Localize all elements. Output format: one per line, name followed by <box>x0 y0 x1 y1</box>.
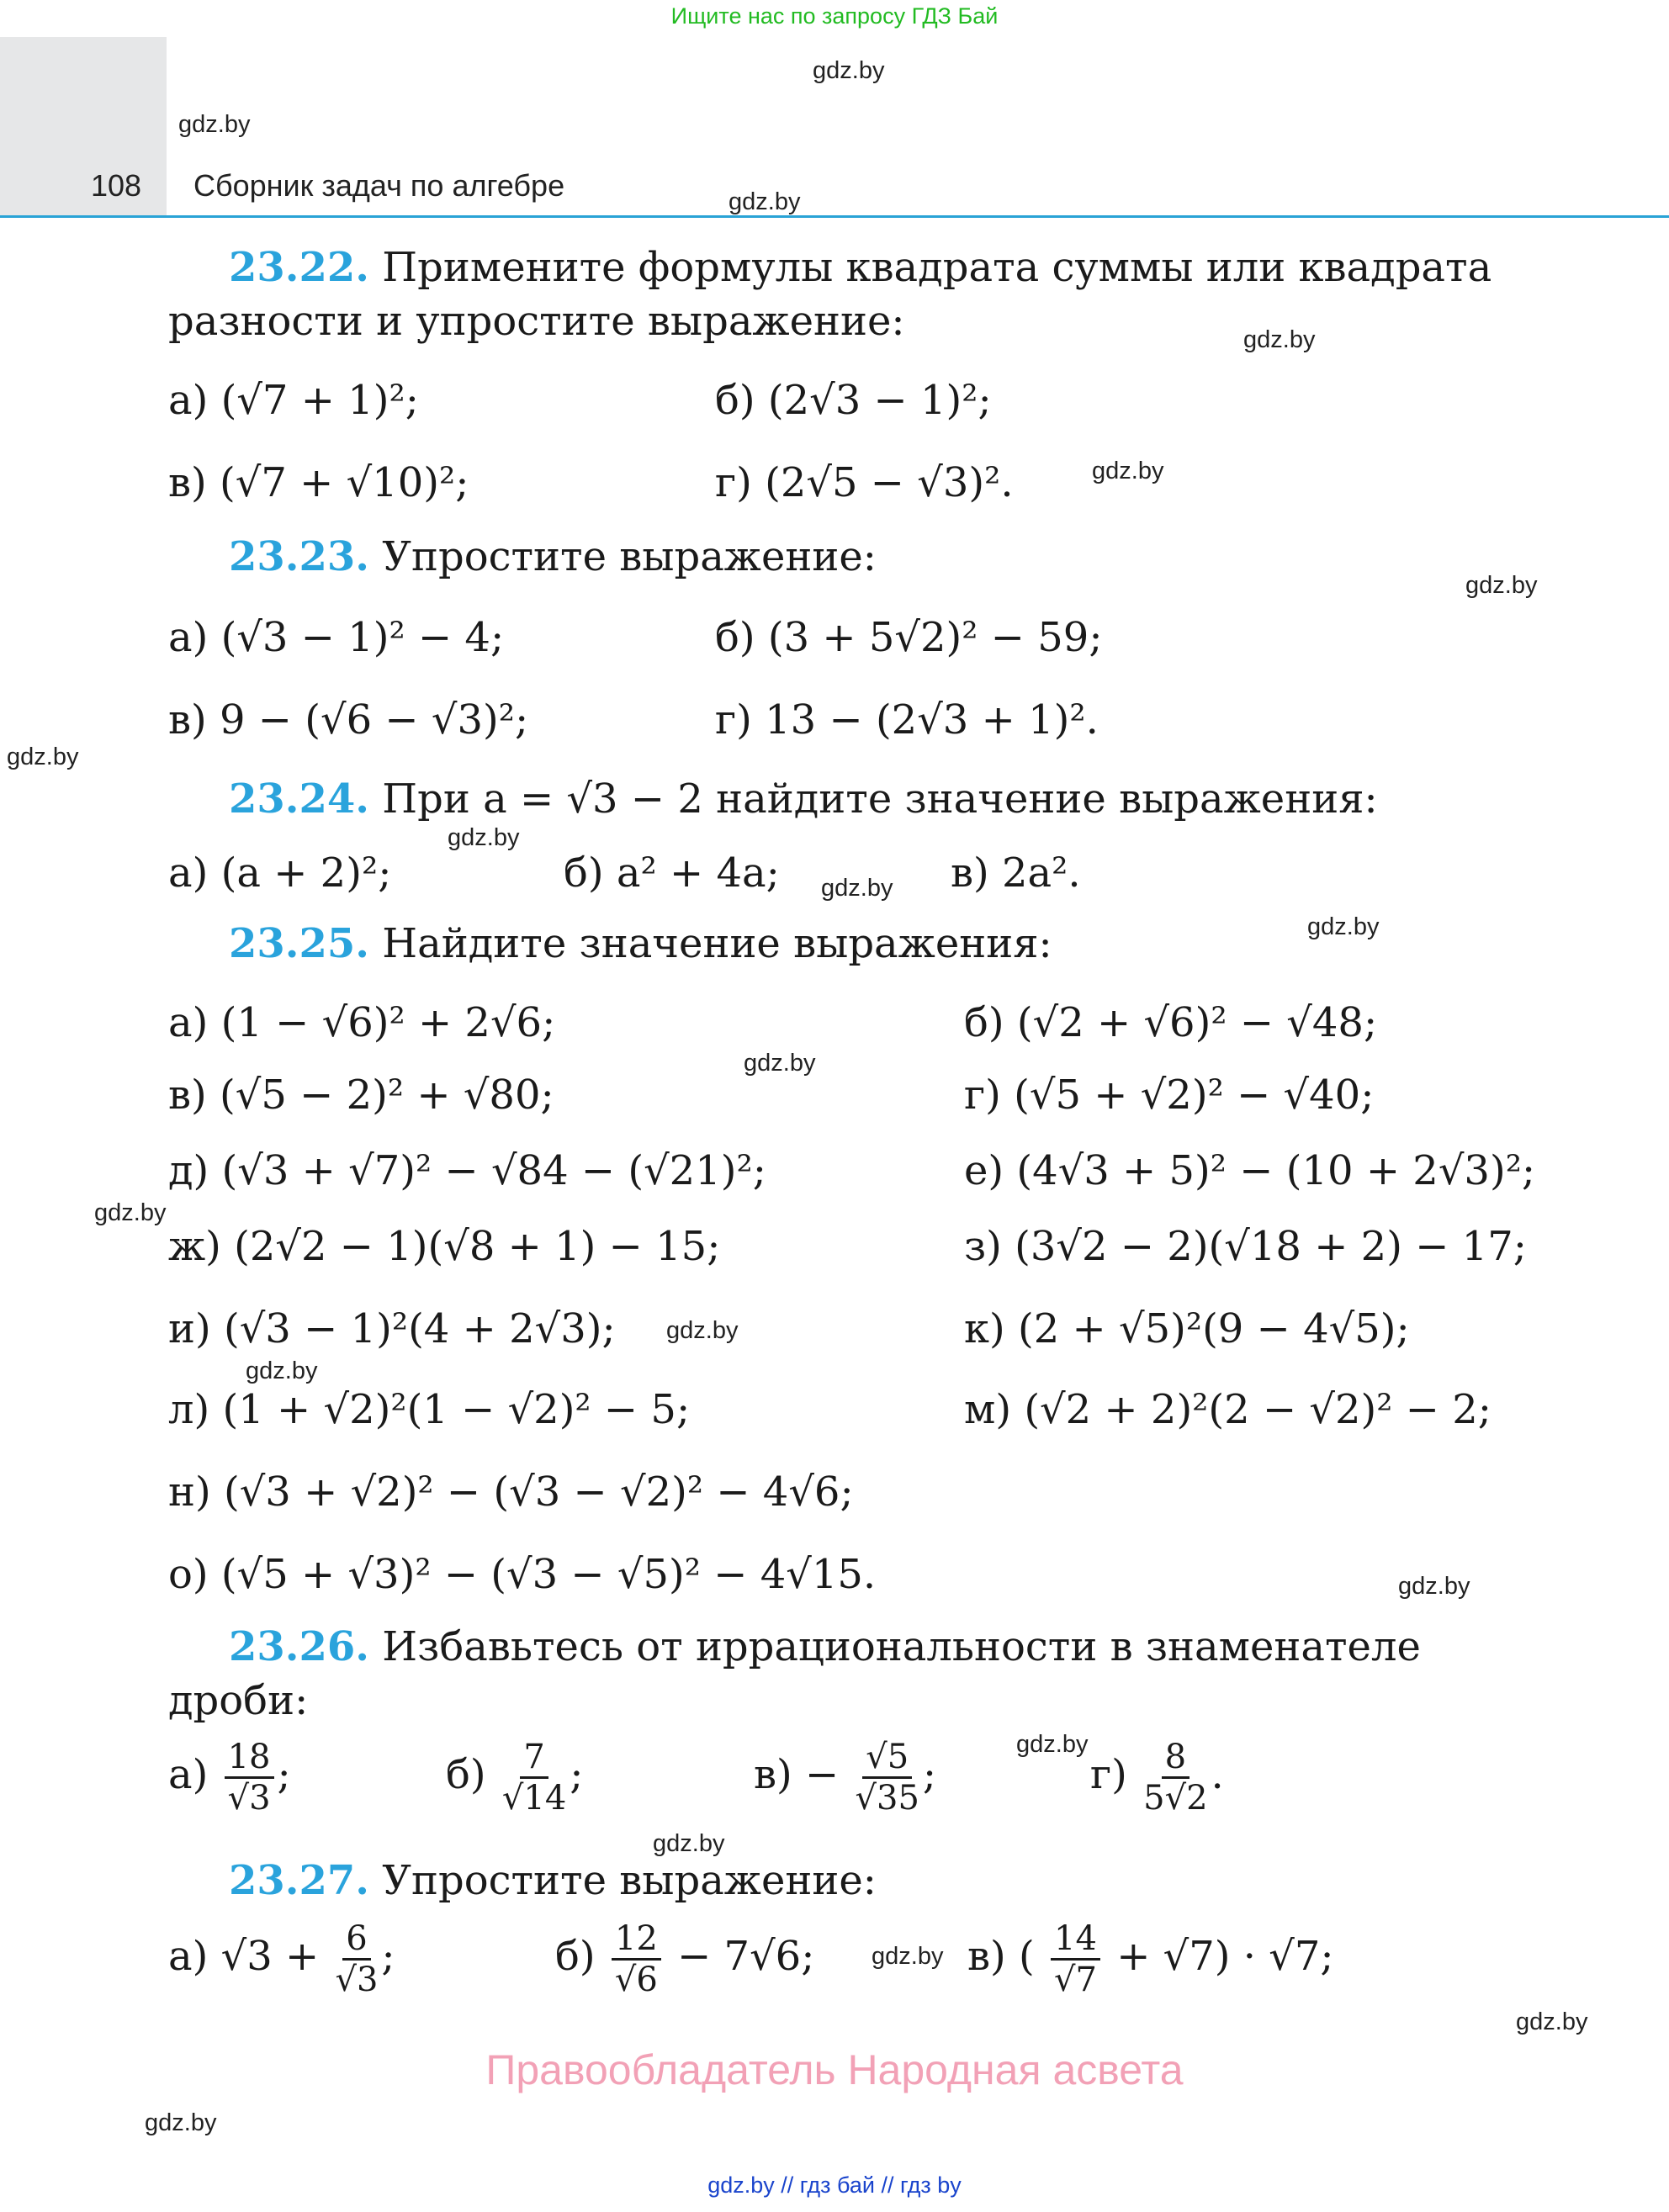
watermark: gdz.by <box>1516 2008 1588 2035</box>
problem-number: 23.22. <box>229 244 370 291</box>
problem-text: Найдите значение выражения: <box>382 920 1052 967</box>
watermark: gdz.by <box>1016 1731 1089 1758</box>
expression-item: и) (√3 − 1)²(4 + 2√3); <box>168 1305 616 1352</box>
bottom-links[interactable]: gdz.by // гдз бай // гдз by <box>707 2172 962 2198</box>
fraction-item: б) $\frac{12}{√6}$ − 7√6; <box>555 1919 815 1999</box>
expression-item: з) (3√2 − 2)(√18 + 2) − 17; <box>964 1223 1527 1270</box>
watermark: gdz.by <box>1092 458 1164 484</box>
fraction-item: а) √3 + $\frac{6}{√3}$ ; <box>168 1919 395 1999</box>
expression-item: в) (√5 − 2)² + √80; <box>168 1072 554 1119</box>
expression-item: д) (√3 + √7)² − √84 − (√21)²; <box>168 1147 766 1194</box>
expression-item: г) (√5 + √2)² − √40; <box>964 1072 1375 1119</box>
expression-item: н) (√3 + √2)² − (√3 − √2)² − 4√6; <box>168 1468 854 1516</box>
fraction-item: б) $\frac{7}{√14}$ ; <box>446 1738 584 1818</box>
watermark: gdz.by <box>729 188 801 215</box>
watermark: gdz.by <box>821 875 893 902</box>
expression-item: б) (2√3 − 1)²; <box>715 377 992 424</box>
problem-23-24 <box>229 772 1378 826</box>
problem-text: Упростите выражение: <box>382 1857 877 1904</box>
header-grey-block <box>0 37 167 217</box>
problem-number: 23.23. <box>229 533 370 580</box>
problem-23-23 <box>229 530 877 584</box>
expression-item: в) 9 − (√6 − √3)²; <box>168 696 529 744</box>
fraction: $\frac{√5}{√35}$ <box>855 1738 919 1818</box>
watermark: gdz.by <box>145 2109 217 2136</box>
fraction: $\frac{18}{√3}$ <box>225 1738 274 1818</box>
problem-23-22-line2: разности и упростите выражение: <box>168 298 905 345</box>
copyright-owner: Правообладатель Народная асвета <box>485 2046 1184 2093</box>
expression-item: б) a² + 4a; <box>564 849 780 897</box>
expression-item: а) (1 − √6)² + 2√6; <box>168 999 556 1046</box>
watermark: gdz.by <box>1398 1573 1470 1600</box>
problem-number: 23.27. <box>229 1857 370 1904</box>
expression-item: а) (√7 + 1)²; <box>168 377 419 424</box>
problem-number: 23.26. <box>229 1623 370 1670</box>
watermark: gdz.by <box>666 1317 739 1344</box>
problem-number: 23.24. <box>229 775 370 823</box>
watermark: gdz.by <box>246 1357 318 1384</box>
expression-item: а) (a + 2)²; <box>168 849 392 897</box>
expression-item: л) (1 + √2)²(1 − √2)² − 5; <box>168 1386 691 1433</box>
problem-23-26-line1 <box>229 1620 1421 1674</box>
watermark: gdz.by <box>1243 326 1316 353</box>
watermark: gdz.by <box>813 57 885 84</box>
expression-item: г) (2√5 − √3)². <box>715 459 1014 506</box>
book-title: Сборник задач по алгебре <box>193 168 565 203</box>
watermark: gdz.by <box>94 1199 167 1226</box>
fraction-item: а) $\frac{18}{√3}$ ; <box>168 1738 291 1818</box>
watermark: gdz.by <box>653 1830 725 1857</box>
fraction: $\frac{12}{√6}$ <box>612 1919 661 1999</box>
expression-item: б) (√2 + √6)² − √48; <box>964 999 1378 1046</box>
problem-text: При a = √3 − 2 найдите значение выражения: <box>382 775 1378 823</box>
fraction: $\frac{6}{√3}$ <box>335 1919 379 1999</box>
expression-item: к) (2 + √5)²(9 − 4√5); <box>964 1305 1410 1352</box>
expression-item: е) (4√3 + 5)² − (10 + 2√3)²; <box>964 1147 1536 1194</box>
watermark: gdz.by <box>178 111 251 138</box>
expression-item: м) (√2 + 2)²(2 − √2)² − 2; <box>964 1386 1492 1433</box>
problem-23-22-line1 <box>229 241 1492 294</box>
fraction-item: в) − $\frac{√5}{√35}$ ; <box>754 1738 937 1818</box>
fraction: $\frac{14}{√7}$ <box>1051 1919 1100 1999</box>
problem-text: Примените формулы квадрата суммы или квадрата <box>382 244 1492 291</box>
fraction: $\frac{7}{√14}$ <box>501 1738 567 1818</box>
problem-text: Упростите выражение: <box>382 533 877 580</box>
header-divider <box>0 215 1669 218</box>
expression-item: б) (3 + 5√2)² − 59; <box>715 614 1103 661</box>
fraction: $\frac{8}{5√2}$ <box>1143 1738 1208 1818</box>
problem-23-27 <box>229 1854 877 1908</box>
fraction-item: г) $\frac{8}{5√2}$ . <box>1090 1738 1224 1818</box>
expression-item: в) (√7 + √10)²; <box>168 459 469 506</box>
watermark: gdz.by <box>744 1050 816 1077</box>
watermark: gdz.by <box>448 824 520 851</box>
expression-item: в) 2a². <box>951 849 1081 897</box>
watermark: gdz.by <box>872 1943 944 1970</box>
top-banner: Ищите нас по запросу ГДЗ Бай <box>670 3 999 29</box>
expression-item: ж) (2√2 − 1)(√8 + 1) − 15; <box>168 1223 721 1270</box>
problem-23-26-line2: дроби: <box>168 1677 309 1724</box>
watermark: gdz.by <box>1307 913 1380 940</box>
fraction-item: в) ( $\frac{14}{√7}$ + √7) · √7; <box>967 1919 1334 1999</box>
watermark: gdz.by <box>7 744 79 770</box>
page-number: 108 <box>91 168 142 203</box>
watermark: gdz.by <box>1465 572 1538 599</box>
problem-number: 23.25. <box>229 920 370 967</box>
expression-item: о) (√5 + √3)² − (√3 − √5)² − 4√15. <box>168 1551 877 1598</box>
problem-text: Избавьтесь от иррациональности в знаменателе <box>382 1623 1421 1670</box>
problem-23-25 <box>229 917 1052 971</box>
expression-item: г) 13 − (2√3 + 1)². <box>715 696 1099 744</box>
expression-item: а) (√3 − 1)² − 4; <box>168 614 505 661</box>
